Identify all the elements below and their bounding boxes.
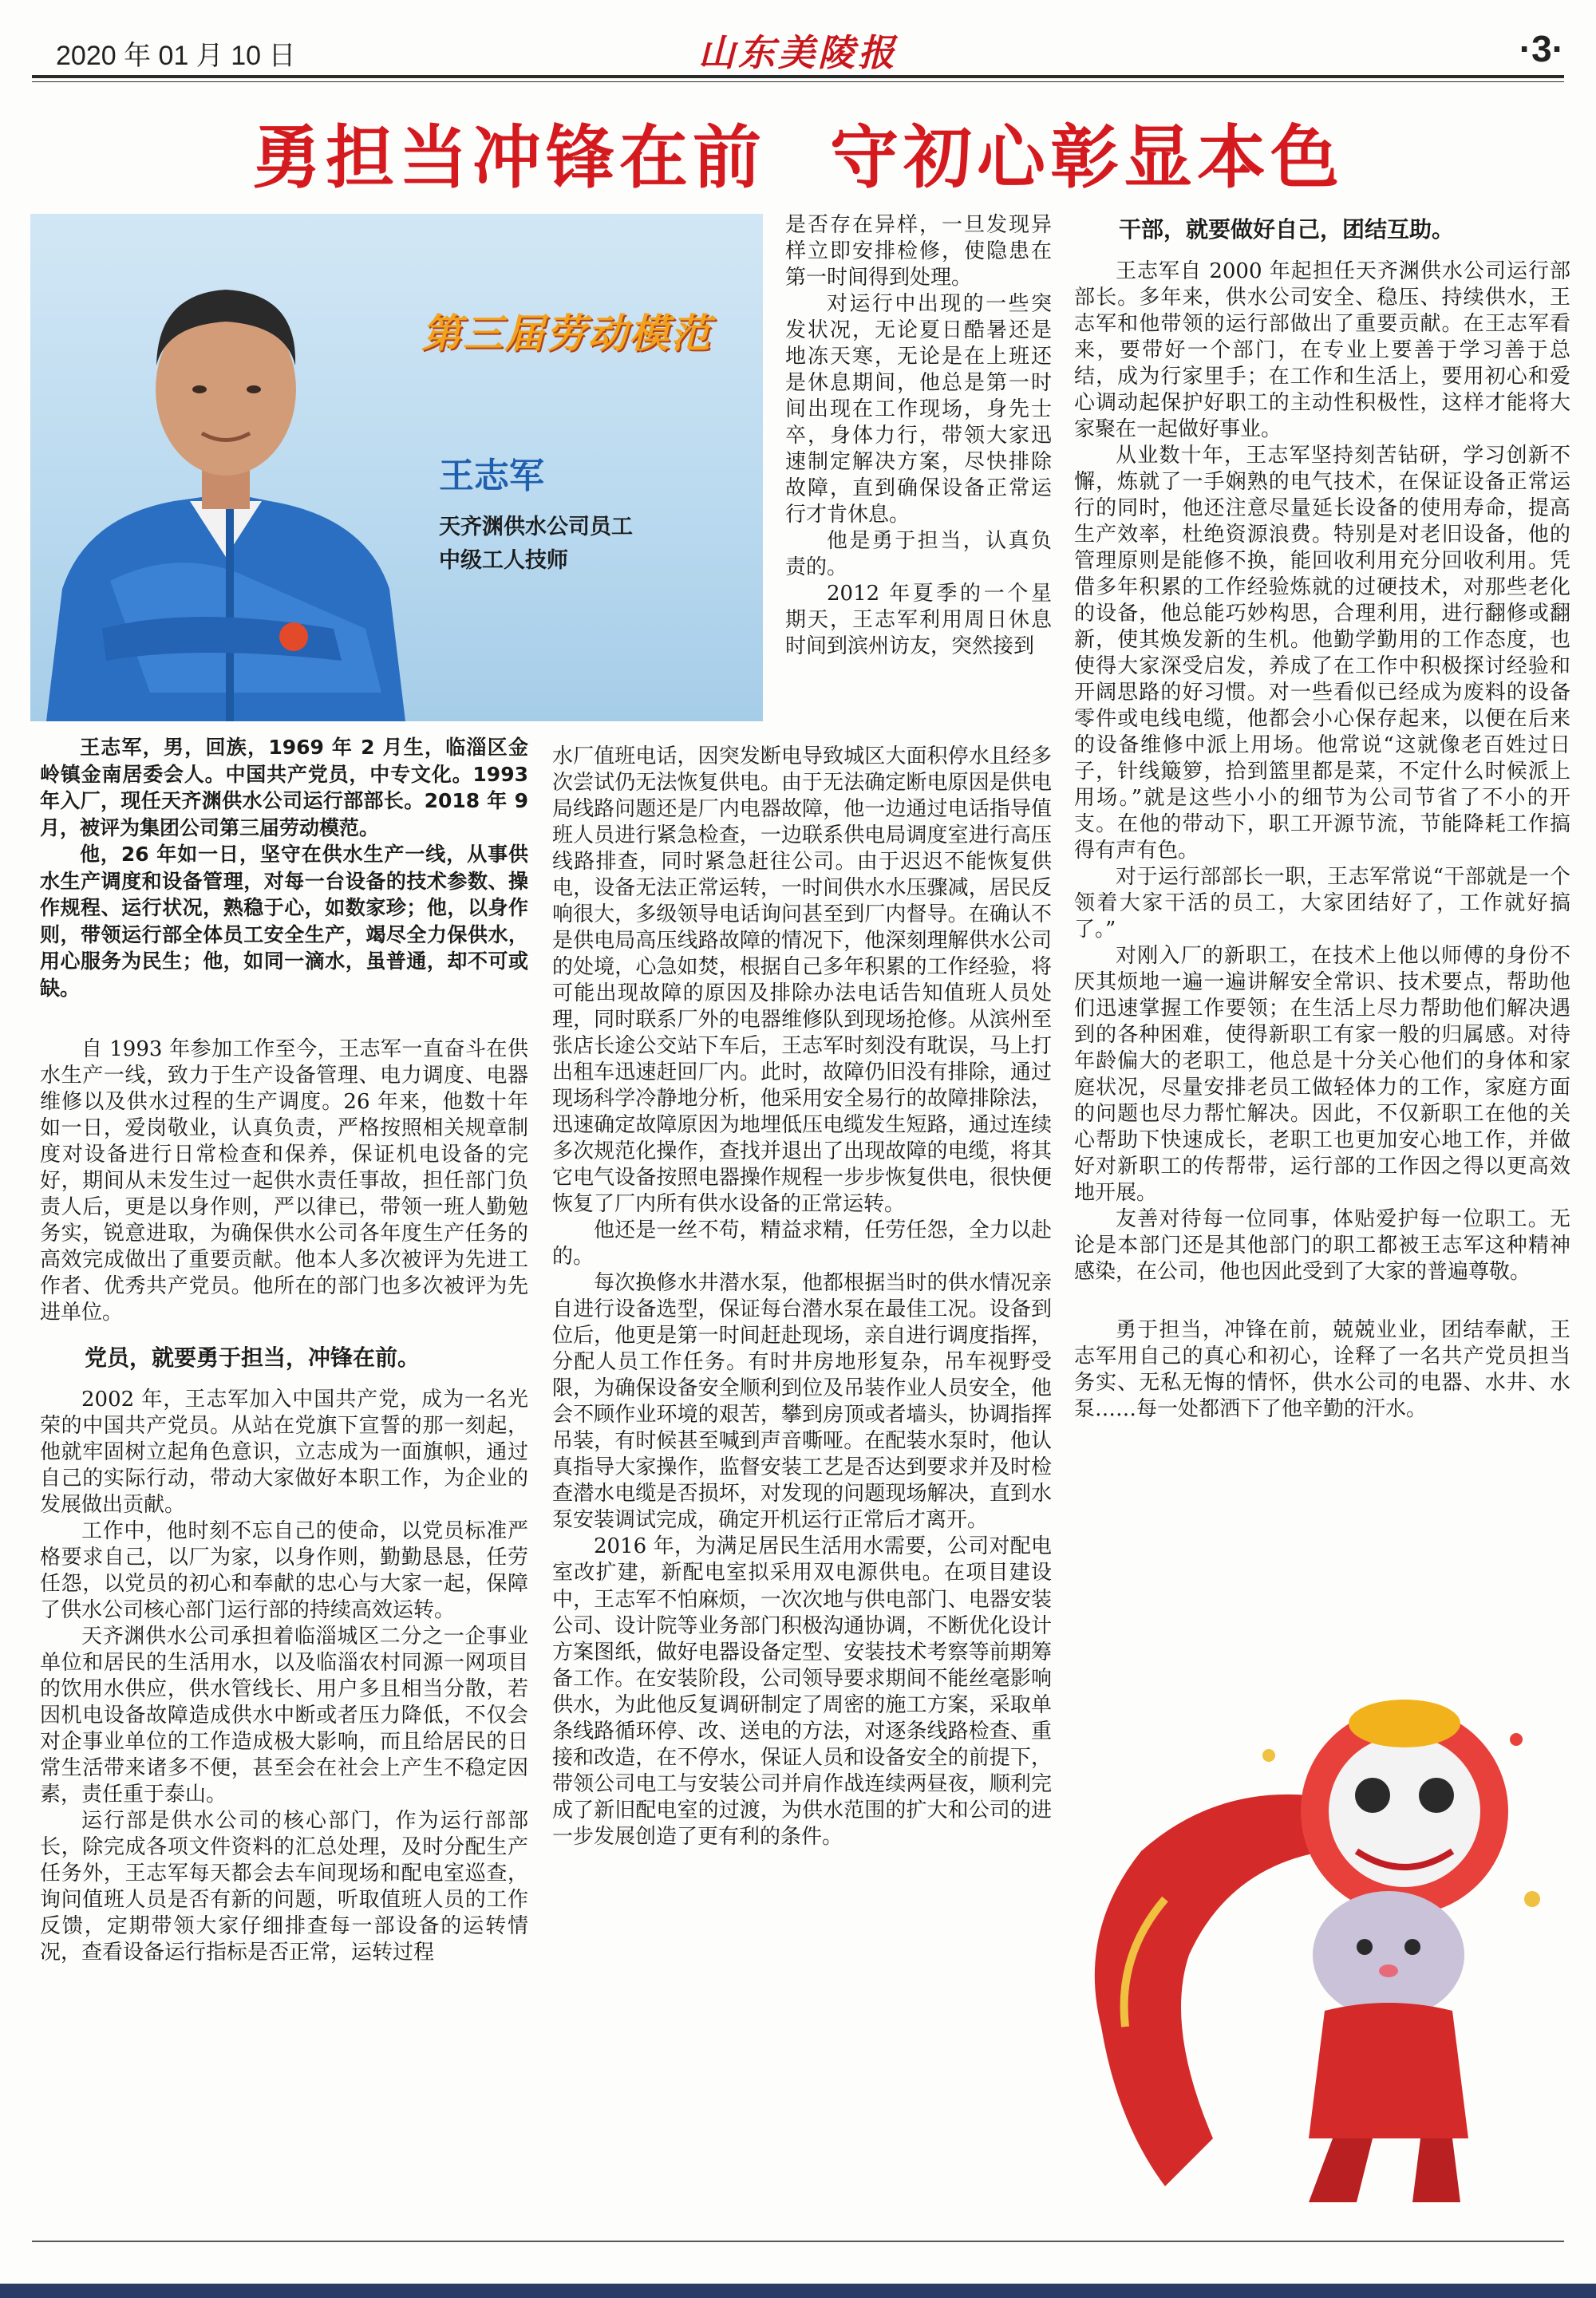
column-3	[1074, 209, 1570, 1423]
bio-paragraph: 王志军，男，回族，1969 年 2 月生，临淄区金岭镇金南居委会人。中国共产党员，中专文化。1993 年入厂，现任天齐渊供水公司运行部部长。2018 年 9 月，被评为集团公司第三届劳动模范。	[40, 736, 528, 839]
body-paragraph: 自 1993 年参加工作至今，王志军一直奋斗在供水生产一线，致力于生产设备管理、电力调度、电器维修以及供水过程的生产调度。26 年来，他数十年如一日，爱岗敬业，认真负责，严格按照相关规章制度对设备进行日常检查和保养，保证机电设备的完好，期间从未发生过一起供水责任事故，担任部门负责人后，更是以身作则，严以律已，带领一班人勤勉务实，锐意进取，为确保供水公司各年度生产任务的高效完成做出了重要贡献。他本人多次被评为先进工作者、优秀共产党员。他所在的部门也多次被评为先进单位。	[40, 1037, 528, 1325]
body-paragraph: 他是勇于担当，认真负责的。	[785, 529, 1052, 580]
masthead-rule-thin	[32, 81, 1564, 82]
body-paragraph: 友善对待每一位同事，体贴爱护每一位职工。无论是本部门还是其他部门的职工都被王志军这种精神感染，在公司，他也因此受到了大家的普遍尊敬。	[1074, 1207, 1570, 1285]
person-name: 王志军	[439, 456, 544, 496]
portrait-photo	[30, 214, 763, 721]
body-paragraph: 王志军自 2000 年起担任天齐渊供水公司运行部部长。多年来，供水公司安全、稳压、持续供水，王志军和他带领的运行部做出了重要贡献。在王志军看来，要带好一个部门，在专业上要善于学习善于总结，成为行家里手；在工作和生活上，要用初心和爱心调动起保护好职工的主动性积极性，这样才能将大家聚在一起做好事业。	[1074, 259, 1570, 441]
headline-part-1: 勇担当冲锋在前	[252, 118, 766, 198]
body-paragraph: 运行部是供水公司的核心部门，作为运行部部长，除完成各项文件资料的汇总处理，及时分配生产任务外，王志军每天都会去车间现场和配电室巡查，询问值班人员是否有新的问题，听取值班人员的工作反馈，定期带领大家仔细排查每一部设备的运转情况，查看设备运行指标是否正常，运转过程	[40, 1808, 528, 1965]
body-paragraph: 勇于担当，冲锋在前，兢兢业业，团结奉献，王志军用自己的真心和初心，诠释了一名共产党员担当务实、无私无悔的情怀，供水公司的电器、水井、水泵……每一处都洒下了他辛勤的汗水。	[1074, 1318, 1570, 1422]
page-number: ·3·	[1519, 28, 1564, 69]
footer-bar	[0, 2284, 1596, 2298]
body-paragraph: 是否存在异样，一旦发现异样立即安排检修，使隐患在第一时间得到处理。	[785, 213, 1052, 290]
body-paragraph: 从业数十年，王志军坚持刻苦钻研，学习创新不懈，炼就了一手娴熟的电气技术，在保证设备正常运行的同时，他还注意尽量延长设备的使用寿命，提高生产效率，杜绝资源浪费。特别是对老旧设备，他的管理原则是能修不换，能回收利用充分回收利用。凭借多年积累的工作经验炼就的过硬技术，对那些老化的设备，他总能巧妙构思，合理利用，进行翻修或翻新，使其焕发新的生机。他勤学勤用的工作态度，也使得大家深受启发，养成了在工作中积极探讨经验和开阔思路的好习惯。对一些看似已经成为废料的设备零件或电线电缆，他都会小心保存起来，以便在后来的设备维修中派上用场。他常说“这就像老百姓过日子，针线簸箩，拾到篮里都是菜，不定什么时候派上用场。”就是这些小小的细节为公司节省了不小的开支。在他的带动下，职工开源节流，节能降耗工作搞得有声有色。	[1074, 443, 1570, 863]
worker-portrait-illustration	[30, 214, 763, 721]
body-paragraph: 2012 年夏季的一个星期天，王志军利用周日休息时间到滨州访友，突然接到	[785, 582, 1052, 659]
section-heading: 党员，就要勇于担当，冲锋在前。	[85, 1344, 421, 1372]
body-paragraph: 对运行中出现的一些突发状况，无论夏日酷暑还是地冻天寒，无论是在上班还是休息期间，他总是第一时间出现在工作现场，身先士卒，身体力行，带领大家迅速制定解决方案，尽快排除故障，直到确保设备正常运行才肯休息。	[785, 292, 1052, 527]
column-2-top	[785, 212, 1052, 660]
person-title: 中级工人技师	[439, 548, 568, 573]
section-heading: 干部，就要做好自己，团结互助。	[1119, 216, 1455, 243]
body-paragraph: 2002 年，王志军加入中国共产党，成为一名光荣的中国共产党员。从站在党旗下宣誓的那一刻起，他就牢固树立起角色意识，立志成为一面旗帜，通过自己的实际行动，带动大家做好本职工作，为企业的发展做出贡献。	[40, 1387, 528, 1517]
masthead-rule	[32, 75, 1564, 78]
award-title: 第三届劳动模范	[421, 310, 712, 357]
headline-part-2: 守初心彰显本色	[830, 118, 1344, 198]
body-paragraph: 对刚入厂的新职工，在技术上他以师傅的身份不厌其烦地一遍一遍讲解安全常识、技术要点，帮助他们迅速掌握工作要领；在生活上尽力帮助他们解决遇到的各种困难，使得新职工有家一般的归属感。对待年龄偏大的老职工，他总是十分关心他们的身体和家庭状况，尽量安排老员工做轻体力的工作，家庭方面的问题也尽力帮忙解决。因此，不仅新职工在他的关心帮助下快速成长，老职工也更加安心地工作，并做好对新职工的传帮带，运行部的工作因之得以更高效地开展。	[1074, 943, 1570, 1206]
person-role: 天齐渊供水公司员工	[439, 515, 633, 539]
body-paragraph: 水厂值班电话，因突发断电导致城区大面积停水且经多次尝试仍无法恢复供电。由于无法确定断电原因是供电局线路问题还是厂内电器故障，他一边通过电话指导值班人员进行紧急检查，一边联系供电局调度室进行高压线路排查，同时紧急赶往公司。由于迟迟不能恢复供电，设备无法正常运转，一时间供水水压骤减，居民反响很大，多级领导电话询问甚至到厂内督导。在确认不是供电局高压线路故障的情况下，他深刻理解供水公司的处境，心急如焚，根据自己多年积累的工作经验，将可能出现故障的原因及排除办法电话告知值班人员处理，同时联系厂外的电器维修队到现场抢修。从滨州至张店长途公交站下车后，王志军时刻没有耽误，马上打出租车迅速赶回厂内。此时，故障仍旧没有排除，通过现场科学冷静地分析，他采用安全易行的故障排除法，迅速确定故障原因为地埋低压电缆发生短路，通过连续多次规范化操作，查找并退出了出现故障的电缆，将其它电气设备按照电器操作规程一步步恢复供电，很快便恢复了厂内所有供水设备的正常运转。	[552, 744, 1052, 1217]
body-paragraph: 他还是一丝不苟，精益求精，任劳任怨，全力以赴的。	[552, 1218, 1052, 1269]
body-paragraph: 对于运行部部长一职，王志军常说“干部就是一个领着大家干活的员工，大家团结好了，工作就好搞了。”	[1074, 864, 1570, 942]
body-paragraph: 天齐渊供水公司承担着临淄城区二分之一企事业单位和居民的生活用水，以及临淄农村同源一网项目的饮用水供应，供水管线长、用户多且相当分散，若因机电设备故障造成供水中断或者压力降低，不仅会对企事业单位的工作造成极大影响，而且给居民的日常生活带来诸多不便，甚至会在社会上产生不稳定因素，责任重于泰山。	[40, 1624, 528, 1806]
issue-date: 2020 年 01 月 10 日	[56, 41, 296, 71]
body-paragraph: 每次换修水井潜水泵，他都根据当时的供水情况亲自进行设备选型，保证每台潜水泵在最佳工况。设备到位后，他更是第一时间赶赴现场，亲自进行调度指挥，分配人员工作任务。有时井房地形复杂，吊车视野受限，为确保设备安全顺利到位及吊装作业人员安全，他会不顾作业环境的艰苦，攀到房顶或者墙头，协调指挥吊装，有时候甚至喊到声音嘶哑。在配装水泵时，他认真指导大家操作，监督安装工艺是否达到要求并及时检查潜水电缆是否损坏，对发现的问题现场解决，直到水泵安装调试完成，确定开机运行正常后才离开。	[552, 1271, 1052, 1533]
footer-rule	[32, 2241, 1564, 2242]
bio-paragraph: 他，26 年如一日，坚守在供水生产一线，从事供水生产调度和设备管理，对每一台设备的技术参数、操作规程、运行状况，熟稳于心，如数家珍；他，以身作则，带领运行部全体员工安全生产，竭尽全力保供水，用心服务为民生；他，如同一滴水，虽普通，却不可或缺。	[40, 843, 528, 1000]
column-1	[40, 734, 528, 1966]
article-headline	[0, 102, 1596, 201]
body-paragraph: 工作中，他时刻不忘自己的使命，以党员标准严格要求自己，以厂为家，以身作则，勤勤恳恳，任劳任怨，以党员的初心和奉献的忠心与大家一起，保障了供水公司核心部门运行部的持续高效运转。	[40, 1518, 528, 1622]
lion-dance-rat-illustration	[1069, 1692, 1580, 2234]
column-2	[552, 744, 1052, 1850]
body-paragraph: 2016 年，为满足居民生活用水需要，公司对配电室改扩建，新配电室拟采用双电源供电。在项目建设中，王志军不怕麻烦，一次次地与供电部门、电器安装公司、设计院等业务部门积极沟通协调，不断优化设计方案图纸，做好电器设备定型、安装技术考察等前期筹备工作。在安装阶段，公司领导要求期间不能丝毫影响供水，为此他反复调研制定了周密的施工方案，采取单条线路循环停、改、送电的方法，对逐条线路检查、重接和改造，在不停水，保证人员和设备安全的前提下，带领公司电工与安装公司并肩作战连续两昼夜，顺利完成了新旧配电室的过渡，为供水范围的扩大和公司的进一步发展创造了更有利的条件。	[552, 1534, 1052, 1849]
newspaper-name: 山东美陵报	[698, 31, 898, 74]
